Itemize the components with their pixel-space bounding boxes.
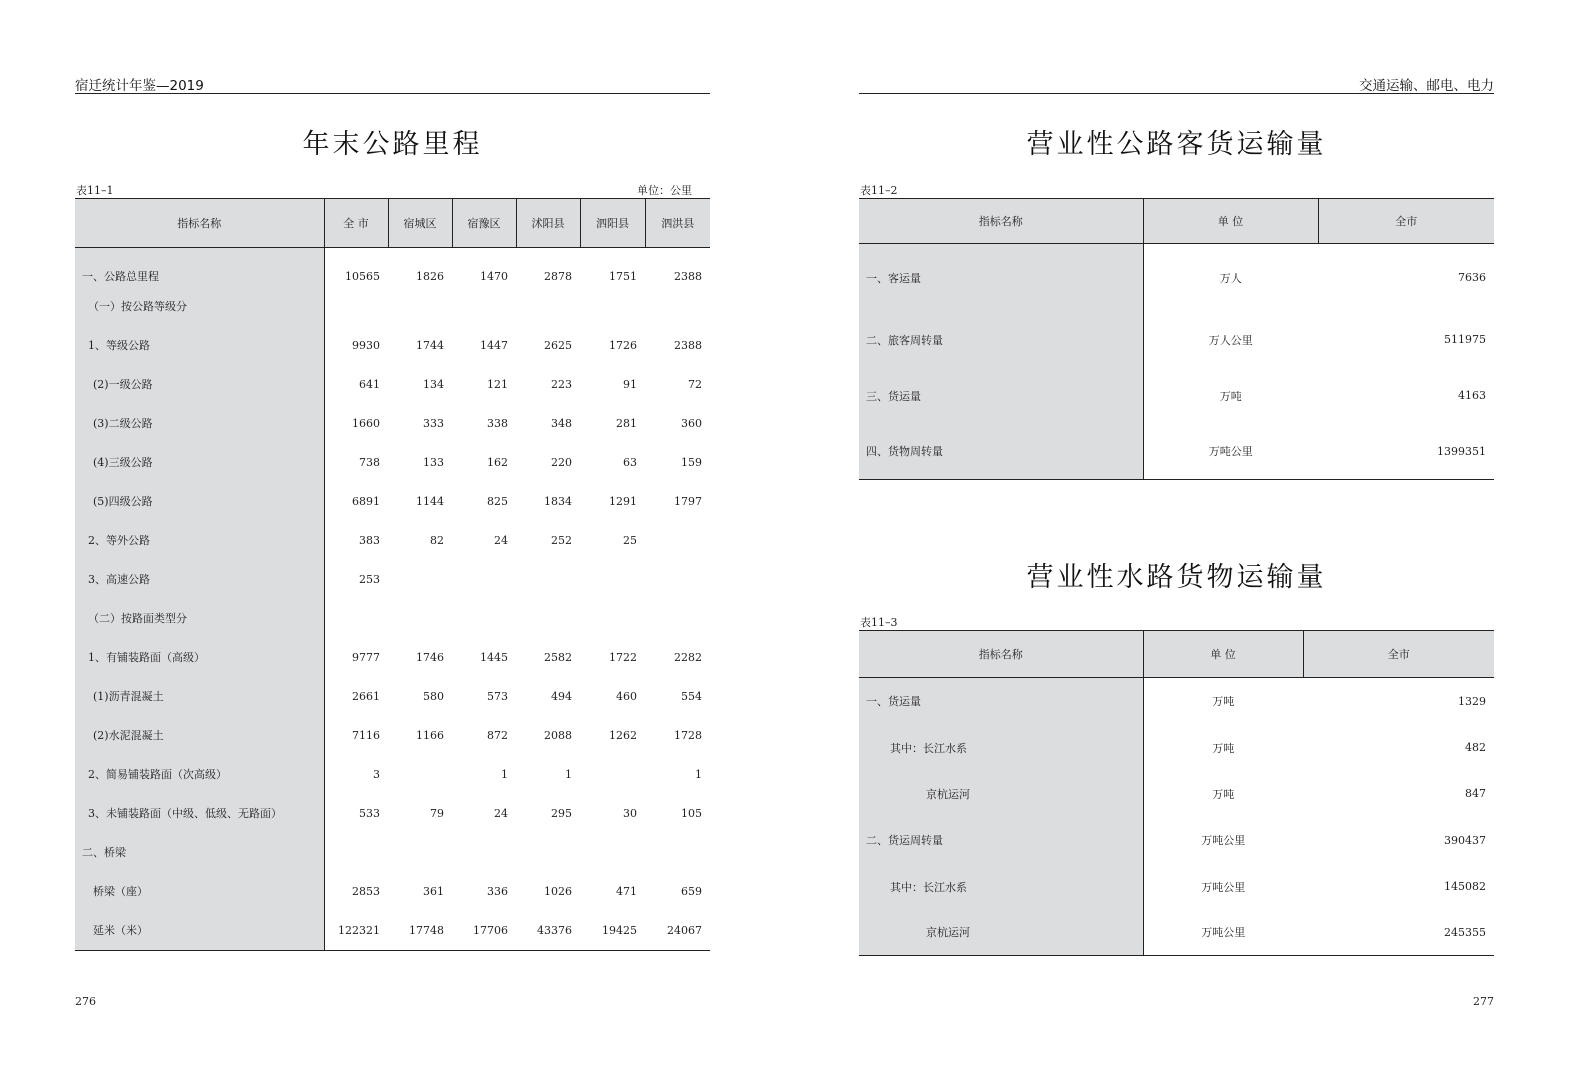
cell-value: 641 — [359, 377, 380, 391]
cell-value: 1329 — [1458, 694, 1486, 708]
page-number-left: 276 — [75, 995, 96, 1008]
cell-value: 1660 — [352, 416, 380, 430]
cell-value: 348 — [551, 416, 572, 430]
cell-value: 1447 — [480, 338, 508, 352]
table-id-11-1: 表11–1 — [76, 184, 114, 197]
column-header: 指标名称 — [859, 631, 1143, 678]
header-rule-right — [859, 93, 1494, 94]
header-rule-left — [75, 93, 710, 94]
cell-value: 159 — [681, 455, 702, 469]
cell-value: 30 — [623, 806, 637, 820]
cell-value: 223 — [551, 377, 572, 391]
cell-value: 2582 — [544, 650, 572, 664]
table-id-11-3: 表11–3 — [860, 616, 898, 629]
cell-value: 1470 — [480, 269, 508, 283]
table-header-row — [859, 631, 1494, 678]
cell-value: 252 — [551, 533, 572, 547]
row-label: 2、等外公路 — [75, 521, 324, 560]
cell-value: 245355 — [1303, 910, 1494, 956]
cell-value: 10565 — [345, 269, 380, 283]
row-label: (1)沥青混凝土 — [75, 677, 324, 716]
table-title-water-transport: 营业性水路货物运输量 — [1026, 562, 1327, 593]
row-label: 3、未铺装路面（中级、低级、无路面） — [75, 794, 324, 833]
cell-value: 2625 — [544, 338, 572, 352]
cell-value — [324, 833, 388, 872]
table-row — [75, 638, 710, 677]
cell-value: 121 — [487, 377, 508, 391]
table-row — [75, 287, 710, 326]
unit-cell: 万吨 — [1212, 741, 1235, 755]
cell-value — [452, 287, 516, 326]
cell-value — [516, 560, 580, 599]
cell-value: 24067 — [645, 911, 710, 951]
row-label: 1、有铺装路面（高级） — [75, 638, 324, 677]
table-row — [75, 404, 710, 443]
cell-value: 1834 — [544, 494, 572, 508]
cell-value — [580, 833, 645, 872]
table-row — [859, 864, 1494, 910]
column-header: 全 市 — [324, 199, 388, 248]
table-row — [75, 755, 710, 794]
cell-value: 1144 — [416, 494, 444, 508]
cell-value: 122321 — [324, 911, 388, 951]
table-row — [859, 368, 1494, 424]
row-label: 2、简易铺装路面（次高级） — [75, 755, 324, 794]
table-row — [75, 911, 710, 951]
cell-value: 361 — [423, 884, 444, 898]
cell-value: 1744 — [416, 338, 444, 352]
cell-value: 1726 — [609, 338, 637, 352]
cell-value: 17706 — [452, 911, 516, 951]
row-label: 延米（米） — [75, 911, 324, 951]
cell-value: 383 — [359, 533, 380, 547]
row-label: (3)二级公路 — [75, 404, 324, 443]
cell-value — [452, 599, 516, 638]
table-row — [75, 482, 710, 521]
table-title-road-transport: 营业性公路客货运输量 — [1026, 129, 1327, 160]
table-row — [75, 794, 710, 833]
cell-value: 1746 — [416, 650, 444, 664]
cell-value — [516, 599, 580, 638]
cell-value — [580, 755, 645, 794]
cell-value — [645, 599, 710, 638]
cell-value: 72 — [688, 377, 702, 391]
row-label: (5)四级公路 — [75, 482, 324, 521]
cell-value — [645, 833, 710, 872]
cell-value: 390437 — [1444, 833, 1486, 847]
table-row — [859, 678, 1494, 725]
table-row — [859, 725, 1494, 771]
cell-value — [516, 287, 580, 326]
cell-value: 1797 — [674, 494, 702, 508]
cell-value: 1445 — [480, 650, 508, 664]
table-row — [75, 443, 710, 482]
unit-cell: 万吨公里 — [1201, 834, 1246, 847]
cell-value — [388, 755, 452, 794]
cell-value: 79 — [430, 806, 444, 820]
cell-value: 471 — [616, 884, 637, 898]
unit-cell: 万吨 — [1219, 389, 1242, 403]
cell-value: 338 — [487, 416, 508, 430]
cell-value: 3 — [373, 767, 380, 781]
cell-value: 511975 — [1444, 333, 1486, 346]
unit-cell: 万吨公里 — [1201, 880, 1246, 894]
row-label: 一、客运量 — [859, 244, 1143, 312]
cell-value: 9777 — [352, 650, 380, 664]
page-number-right: 277 — [1473, 995, 1494, 1008]
cell-value: 91 — [623, 377, 637, 391]
cell-value: 63 — [623, 455, 637, 469]
cell-value — [645, 287, 710, 326]
cell-value — [388, 287, 452, 326]
column-header: 单 位 — [1143, 631, 1303, 678]
cell-value: 1166 — [416, 728, 444, 742]
unit-cell: 万吨 — [1212, 787, 1235, 801]
row-label: (2)一级公路 — [75, 365, 324, 404]
cell-value: 24 — [494, 533, 508, 547]
cell-value: 825 — [487, 494, 508, 508]
unit-cell: 万吨公里 — [1143, 424, 1318, 480]
cell-value: 2878 — [544, 269, 572, 283]
cell-value: 460 — [616, 689, 637, 703]
cell-value: 105 — [681, 806, 702, 820]
row-label: 京杭运河 — [859, 910, 1143, 956]
cell-value: 6891 — [352, 494, 380, 508]
cell-value: 1 — [695, 767, 702, 781]
cell-value: 220 — [551, 455, 572, 469]
table-row — [859, 244, 1494, 312]
cell-value: 1826 — [416, 269, 444, 283]
table-row — [75, 326, 710, 365]
cell-value — [516, 833, 580, 872]
unit-cell: 万吨 — [1212, 695, 1235, 709]
row-label: 二、桥梁 — [75, 833, 324, 872]
table-title-road-mileage: 年末公路里程 — [302, 129, 483, 160]
cell-value: 573 — [487, 689, 508, 703]
cell-value: 17748 — [388, 911, 452, 951]
cell-value: 2388 — [674, 269, 702, 283]
table-row — [75, 872, 710, 911]
row-label: 二、货运周转量 — [859, 817, 1143, 864]
column-header: 指标名称 — [859, 199, 1143, 244]
table-row — [75, 677, 710, 716]
cell-value: 19425 — [580, 911, 645, 951]
cell-value: 82 — [430, 533, 444, 547]
cell-value: 1399351 — [1318, 424, 1494, 480]
cell-value — [388, 560, 452, 599]
column-header: 全市 — [1303, 631, 1494, 678]
table-header-row — [75, 199, 710, 248]
cell-value: 1 — [565, 767, 572, 781]
unit-cell: 万人 — [1219, 271, 1242, 285]
cell-value: 1751 — [609, 269, 637, 283]
cell-value — [645, 521, 710, 560]
row-label: 四、货物周转量 — [859, 424, 1143, 480]
cell-value — [388, 833, 452, 872]
table-row — [859, 312, 1494, 368]
table-id-11-2: 表11–2 — [860, 184, 898, 197]
cell-value: 1262 — [609, 728, 637, 742]
row-label: （一）按公路等级分 — [75, 287, 324, 326]
road-mileage-table — [75, 198, 710, 951]
unit-note: 单位：公里 — [637, 184, 692, 197]
row-label: 京杭运河 — [859, 771, 1143, 817]
cell-value: 145082 — [1444, 880, 1486, 893]
cell-value — [580, 560, 645, 599]
row-label: 其中：长江水系 — [859, 864, 1143, 910]
cell-value: 2088 — [544, 728, 572, 742]
table-row — [859, 817, 1494, 864]
cell-value: 659 — [681, 884, 702, 898]
row-label: 三、货运量 — [859, 368, 1143, 424]
cell-value: 4163 — [1458, 389, 1486, 402]
cell-value: 133 — [423, 455, 444, 469]
column-header: 全市 — [1318, 199, 1494, 244]
column-header: 指标名称 — [75, 199, 324, 248]
cell-value: 1026 — [544, 884, 572, 898]
row-label: 1、等级公路 — [75, 326, 324, 365]
row-label: 其中：长江水系 — [859, 725, 1143, 771]
unit-cell: 万吨公里 — [1143, 910, 1303, 956]
cell-value — [388, 599, 452, 638]
row-label: 一、公路总里程 — [75, 248, 324, 287]
running-header-right: 交通运输、邮电、电力 — [1359, 78, 1494, 94]
cell-value: 1 — [501, 767, 508, 781]
cell-value: 533 — [359, 806, 380, 820]
cell-value: 336 — [487, 884, 508, 898]
cell-value: 25 — [623, 533, 637, 547]
water-transport-table — [859, 630, 1494, 956]
cell-value: 482 — [1465, 741, 1486, 754]
row-label: （二）按路面类型分 — [75, 599, 324, 638]
row-label: 3、高速公路 — [75, 560, 324, 599]
table-row — [75, 365, 710, 404]
column-header: 泗洪县 — [645, 199, 710, 248]
column-header: 宿豫区 — [452, 199, 516, 248]
running-header-left: 宿迁统计年鉴—2019 — [75, 78, 204, 94]
row-label: 一、货运量 — [859, 678, 1143, 725]
table-row — [859, 910, 1494, 956]
table-row — [859, 771, 1494, 817]
road-transport-table — [859, 198, 1494, 480]
cell-value: 7116 — [352, 728, 380, 742]
cell-value: 847 — [1465, 787, 1486, 800]
cell-value: 162 — [487, 455, 508, 469]
cell-value: 554 — [681, 689, 702, 703]
row-label: (2)水泥混凝土 — [75, 716, 324, 755]
cell-value: 134 — [423, 377, 444, 391]
cell-value: 1728 — [674, 728, 702, 742]
table-row — [75, 599, 710, 638]
cell-value: 2388 — [674, 338, 702, 352]
cell-value: 7636 — [1458, 271, 1486, 285]
cell-value — [580, 599, 645, 638]
cell-value: 872 — [487, 728, 508, 742]
cell-value: 2661 — [352, 689, 380, 703]
cell-value — [324, 599, 388, 638]
cell-value: 360 — [681, 416, 702, 430]
row-label: 桥梁（座） — [75, 872, 324, 911]
cell-value: 494 — [551, 689, 572, 703]
cell-value: 2853 — [352, 884, 380, 898]
cell-value — [452, 833, 516, 872]
cell-value: 281 — [616, 416, 637, 430]
table-row — [75, 521, 710, 560]
cell-value: 24 — [494, 806, 508, 820]
cell-value: 1291 — [609, 494, 637, 508]
unit-cell: 万人公里 — [1208, 333, 1253, 347]
cell-value — [324, 287, 388, 326]
cell-value: 580 — [423, 689, 444, 703]
cell-value: 253 — [359, 572, 380, 586]
cell-value: 1722 — [609, 650, 637, 664]
cell-value: 2282 — [674, 650, 702, 664]
table-row — [75, 716, 710, 755]
row-label: (4)三级公路 — [75, 443, 324, 482]
table-header-row — [859, 199, 1494, 244]
cell-value: 738 — [359, 455, 380, 469]
cell-value: 295 — [551, 806, 572, 820]
row-label: 二、旅客周转量 — [859, 312, 1143, 368]
table-row — [75, 833, 710, 872]
cell-value — [452, 560, 516, 599]
table-row — [75, 248, 710, 287]
cell-value: 43376 — [516, 911, 580, 951]
table-row — [75, 560, 710, 599]
table-row — [859, 424, 1494, 480]
cell-value — [580, 287, 645, 326]
cell-value: 333 — [423, 416, 444, 430]
cell-value — [645, 560, 710, 599]
column-header: 宿城区 — [388, 199, 452, 248]
column-header: 单 位 — [1143, 199, 1318, 244]
column-header: 泗阳县 — [580, 199, 645, 248]
cell-value: 9930 — [352, 338, 380, 352]
column-header: 沭阳县 — [516, 199, 580, 248]
